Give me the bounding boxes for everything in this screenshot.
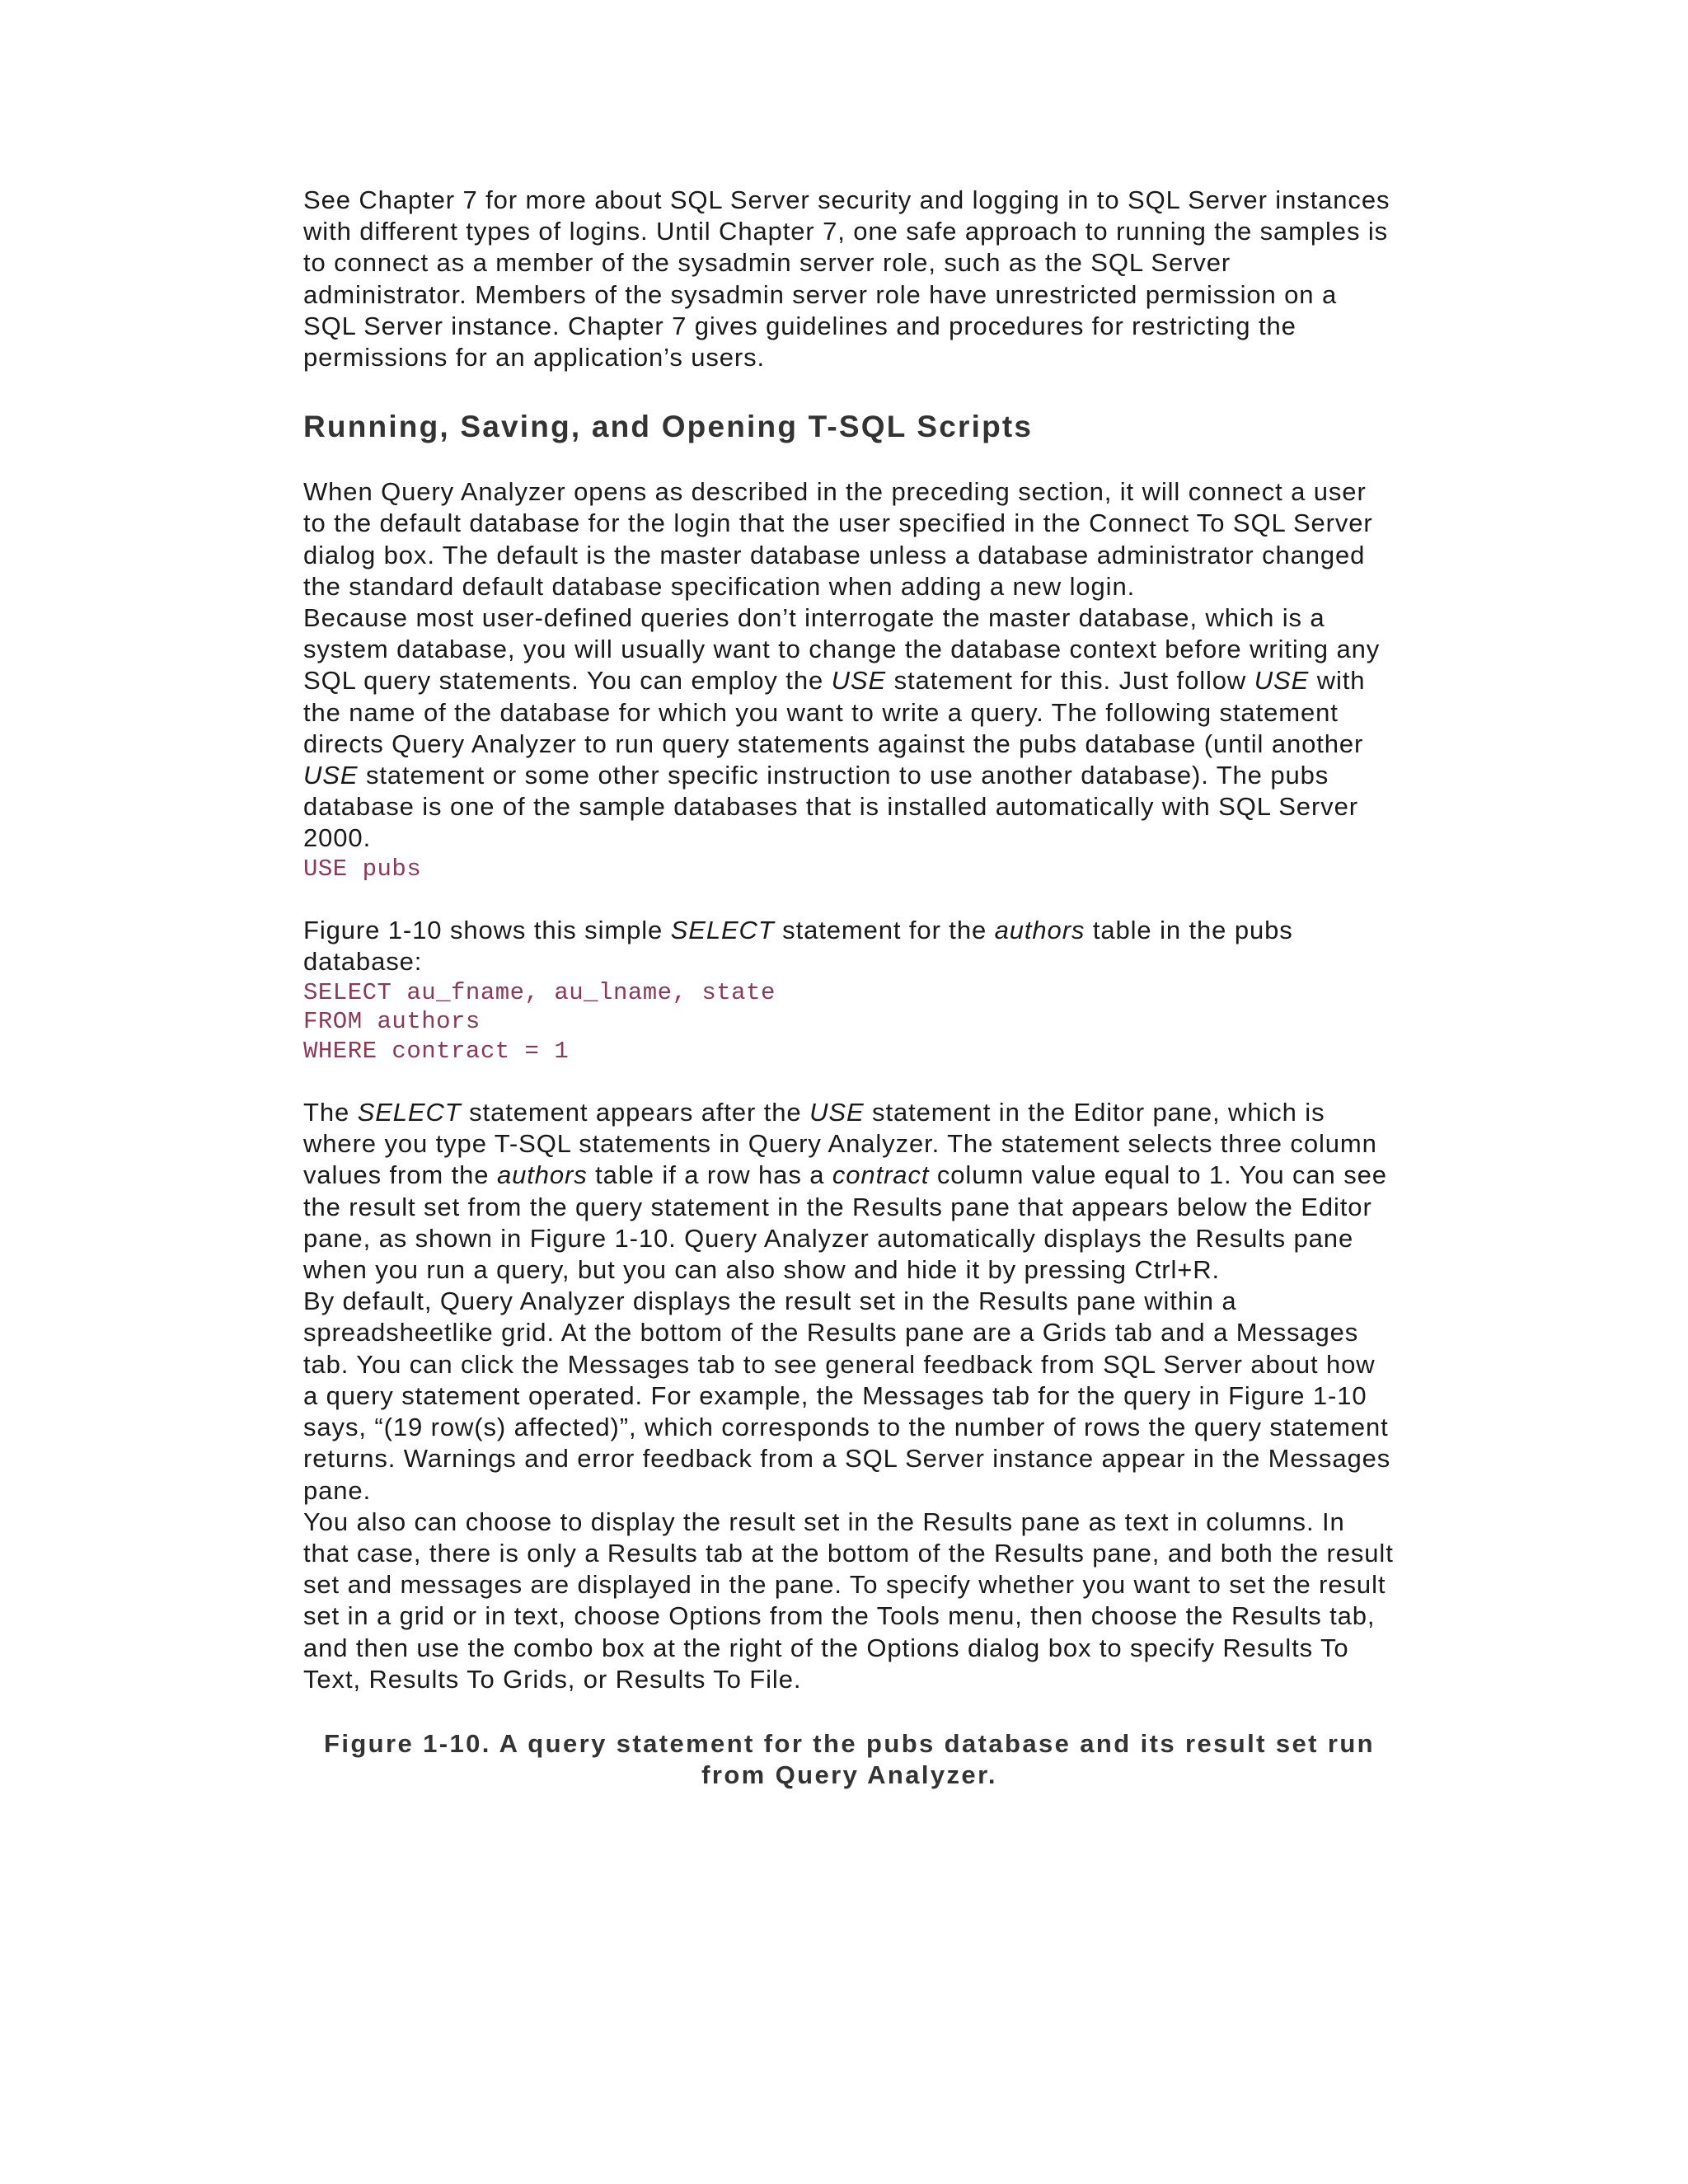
code-term: authors	[994, 916, 1085, 945]
code-term: USE	[831, 666, 887, 696]
paragraph-results-grid: By default, Query Analyzer displays the result set in the Results pane within a spreadsheetlike grid. At the bottom of the Results pane are a Grids tab and a Messages tab. You can click the Messages tab to see general feedback from SQL Server about how a query statement operated. For example, the Messages tab for the query in Figure 1-10 says, “(19 row(s) affected)”, which corresponds to the number of rows the query statement returns. Warnings and error feedback from a SQL Server instance appear in the Messages pane.	[303, 1286, 1391, 1505]
code-select-line: FROM authors	[303, 1008, 481, 1036]
figure-caption: Figure 1-10. A query statement for the pubs database and its result set run from Query Analyzer.	[323, 1728, 1375, 1790]
paragraph-use-statement: Because most user-defined queries don’t interrogate the master database, which is a system database, you will usually want to change the database context before writing any SQL query statements. You can employ the USE statement for this. Just follow USE with the name of the database for which you want to write a query. The following statement directs Query Analyzer to run query statements against the pubs database (until another USE statement or some other specific instruction to use another database). The pubs database is one of the sample databases that is installed automatically with SQL Server 2000.	[303, 603, 1381, 853]
code-term: SELECT	[357, 1098, 462, 1127]
document-page	[303, 185, 1395, 1792]
code-term: USE	[1254, 666, 1310, 696]
code-select-line: SELECT au_fname, au_lname, state	[303, 978, 776, 1006]
paragraph-query-analyzer-opens: When Query Analyzer opens as described in the preceding section, it will connect a user to the default database for the login that the user specified in the Connect To SQL Server dialog box. The default is the master database unless a database administrator changed the standard default database specification when adding a new login.	[303, 477, 1373, 601]
code-term: USE	[809, 1098, 865, 1127]
section-heading: Running, Saving, and Opening T-SQL Scripts	[303, 410, 1034, 444]
code-term: contract	[832, 1160, 930, 1190]
code-term: SELECT	[670, 916, 775, 945]
code-term: USE	[303, 761, 359, 790]
code-select-line: WHERE contract = 1	[303, 1037, 570, 1065]
intro-paragraph: See Chapter 7 for more about SQL Server security and logging in to SQL Server instances with different types of logins. Until Chapter 7, one safe approach to running the samples is to connect as a member of the sysadmin server role, such as the SQL Server administrator. Members of the sysadmin server role have unrestricted permission on a SQL Server instance. Chapter 7 gives guidelines and procedures for restricting the permissions for an application’s users.	[303, 185, 1390, 373]
paragraph-figure-intro: Figure 1-10 shows this simple SELECT statement for the authors table in the pubs database:	[303, 916, 1293, 977]
paragraph-select-statement: The SELECT statement appears after the USE statement in the Editor pane, which is where you type T-SQL statements in Query Analyzer. The statement selects three column values from the authors table if a row has a contract column value equal to 1. You can see the result set from the query statement in the Results pane that appears below the Editor pane, as shown in Figure 1-10. Query Analyzer automatically displays the Results pane when you run a query, but you can also show and hide it by pressing Ctrl+R.	[303, 1098, 1387, 1285]
paragraph-results-text: You also can choose to display the result set in the Results pane as text in columns. In that case, there is only a Results tab at the bottom of the Results pane, and both the result set and messages are displayed in the pane. To specify whether you want to set the result set in a grid or in text, choose Options from the Tools menu, then choose the Results tab, and then use the combo box at the right of the Options dialog box to specify Results To Text, Results To Grids, or Results To File.	[303, 1507, 1394, 1694]
code-term: authors	[496, 1160, 588, 1190]
code-use-pubs: USE pubs	[303, 855, 422, 883]
